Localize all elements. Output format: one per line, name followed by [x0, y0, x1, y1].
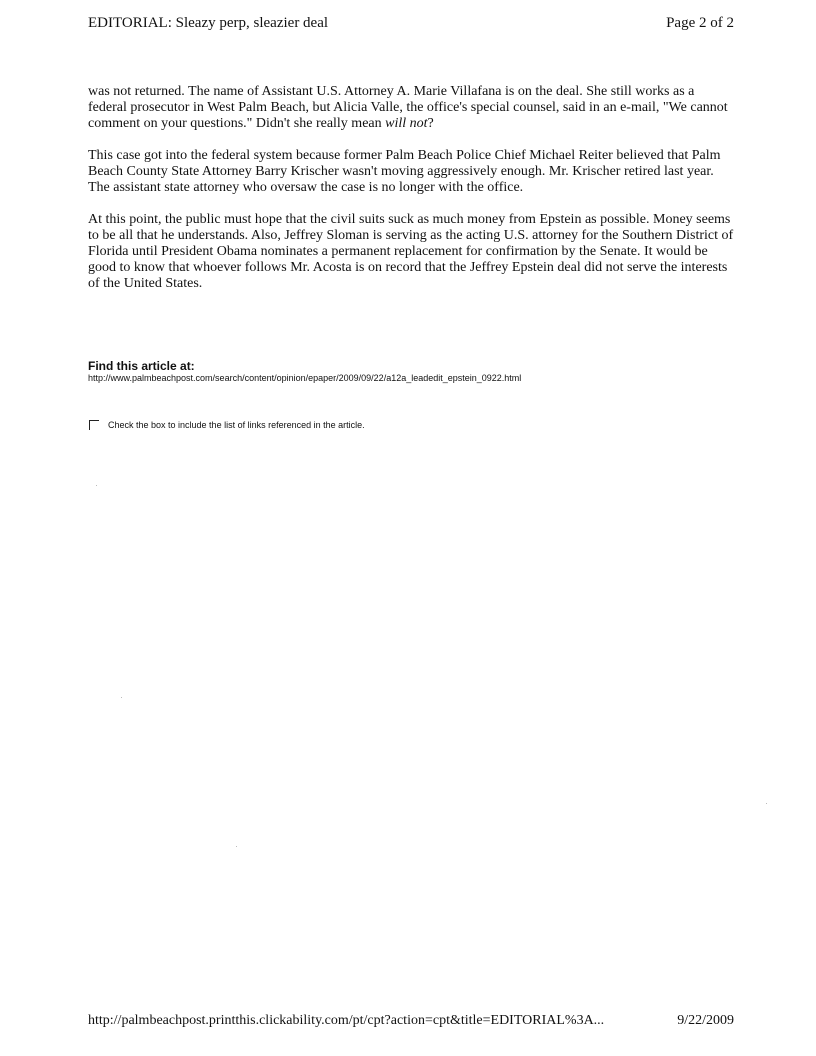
find-article-label: Find this article at:	[88, 359, 195, 373]
footer-url: http://palmbeachpost.printthis.clickability.com/pt/cpt?action=cpt&title=EDITORIAL%3A...	[88, 1013, 605, 1028]
paragraph-3: At this point, the public must hope that the civil suits suck as much money from Epstein as possible. Money seems to be all that he understands. Also, Jeffrey Sloman is serving as the acting U.S. attorney for the Southern District of Florida until President Obama nominates a permanent replacement for confirmation by the Senate. It would be good to know that whoever follows Mr. Acosta is on record that the Jeffrey Epstein deal did not serve the interests of the United States.	[88, 212, 734, 291]
scan-speck	[121, 697, 122, 698]
include-links-row[interactable]	[89, 420, 365, 430]
find-article-block	[88, 359, 748, 384]
scan-speck	[236, 846, 237, 847]
paragraph-1	[88, 84, 736, 132]
article-url-link[interactable]: http://www.palmbeachpost.com/search/content/opinion/epaper/2009/09/22/a12a_leadedit_epstein_0922.html	[88, 373, 522, 383]
paragraph-1-text: was not returned. The name of Assistant U.S. Attorney A. Marie Villafana is on the deal. She still works as a federal prosecutor in West Palm Beach, but Alicia Valle, the office's special counsel, said in an e-mail, "We cannot comment on your questions." Didn't she really mean	[88, 84, 728, 131]
paragraph-2: This case got into the federal system because former Palm Beach Police Chief Michael Reiter believed that Palm Beach County State Attorney Barry Krischer wasn't moving aggressively enough. Mr. Krischer retired last year. The assistant state attorney who oversaw the case is no longer with the office.	[88, 148, 721, 195]
paragraph-1-end: ?	[427, 116, 434, 131]
footer-date: 9/22/2009	[677, 1013, 734, 1028]
document-title: EDITORIAL: Sleazy perp, sleazier deal	[88, 15, 329, 31]
page-indicator: Page 2 of 2	[666, 15, 734, 31]
include-links-checkbox[interactable]	[89, 420, 99, 430]
include-links-label: Check the box to include the list of links referenced in the article.	[108, 420, 365, 430]
scan-speck	[766, 803, 767, 804]
scan-speck	[96, 485, 97, 486]
paragraph-1-emphasis: will not	[385, 116, 428, 131]
article-body	[88, 84, 736, 308]
